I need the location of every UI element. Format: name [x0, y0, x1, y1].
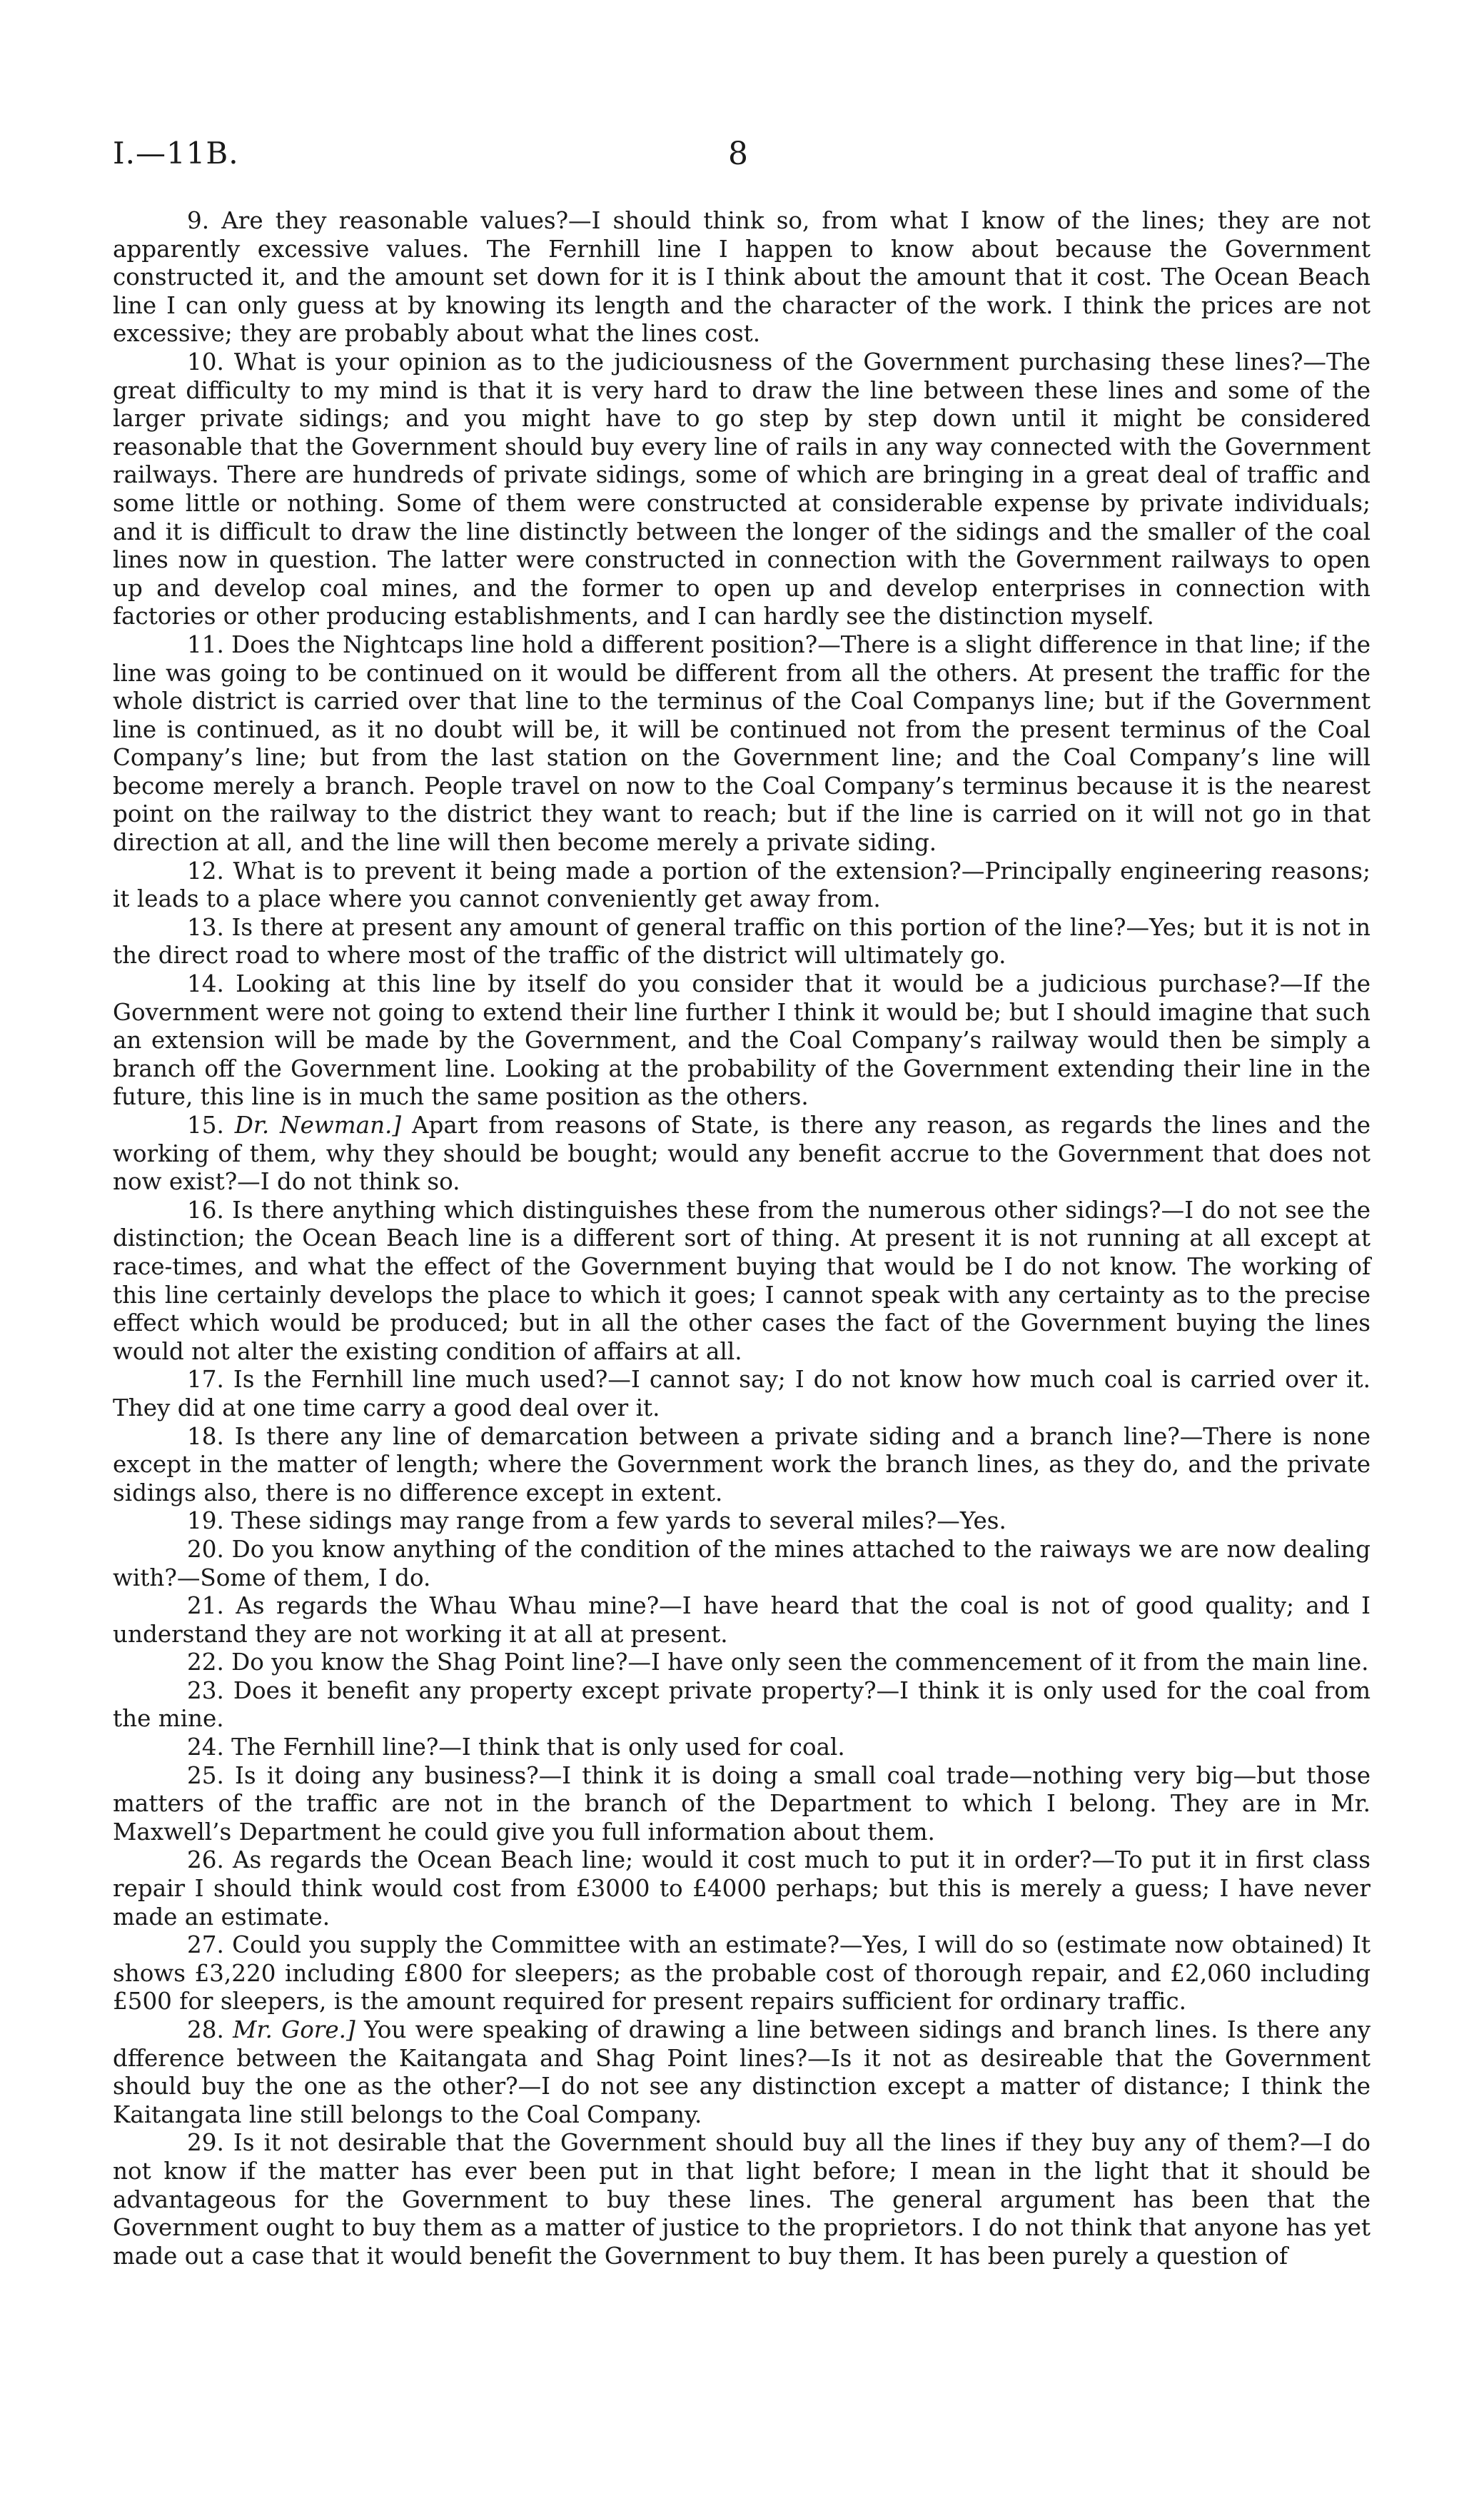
- paragraph: 15. Dr. Newman.] Apart from reasons of State, is there any reason, as regards the lines and the working of them, why they should be bought; would any benefit accrue to the Government that does not now exist?—I do not think so.: [113, 1112, 1371, 1196]
- page-header: [113, 136, 1371, 178]
- paragraph: 27. Could you supply the Committee with an estimate?—Yes, I will do so (estimate now obtained) It shows £3,220 including £800 for sleepers; as the probable cost of thorough repair, and £2,060 including £500 for sleepers, is the amount required for present repairs sufficient for ordinary traffic.: [113, 1931, 1371, 2016]
- paragraph: 21. As regards the Whau Whau mine?—I have heard that the coal is not of good quality; and I understand they are not working it at all at present.: [113, 1592, 1371, 1648]
- paragraph: 26. As regards the Ocean Beach line; would it cost much to put it in order?—To put it in first class repair I should think would cost from £3000 to £4000 perhaps; but this is merely a guess; I have never made an estimate.: [113, 1846, 1371, 1931]
- paragraph: 24. The Fernhill line?—I think that is only used for coal.: [187, 1733, 845, 1761]
- question-number: 15.: [187, 1112, 224, 1139]
- paragraph: 18. Is there any line of demarcation between a private siding and a branch line?—There is none except in the matter of length; where the Government work the branch lines, as they do, and the private sidings also, there is no difference except in extent.: [113, 1422, 1371, 1506]
- speaker-name: Dr. Newman.]: [234, 1112, 402, 1139]
- paragraph: 17. Is the Fernhill line much used?—I cannot say; I do not know how much coal is carried over it. They did at one time carry a good deal over it.: [113, 1366, 1371, 1421]
- paragraph: 10. What is your opinion as to the judiciousness of the Government purchasing these lines?—The great difficulty to my mind is that it is very hard to draw the line between these lines and some of the larger private sidings; and you might have to go step by step down until it might be considered reasonable that the Government should buy every line of rails in any way connected with the Government railways. There are hundreds of private sidings, some of which are bringing in a great deal of traffic and some little or nothing. Some of them were constructed at considerable expense by private individuals; and it is difficult to draw the line distinctly between the longer of the sidings and the smaller of the coal lines now in question. The latter were constructed in connection with the Government railways to open up and develop coal mines, and the former to open up and develop enterprises in connection with factories or other producing establishments, and I can hardly see the distinction myself.: [113, 348, 1371, 630]
- paragraph: 28. Mr. Gore.] You were speaking of drawing a line between sidings and branch lines. Is there any dfference between the Kaitangata and Shag Point lines?—Is it not as desireable that the Government should buy the one as the other?—I do not see any distinction except a matter of distance; I think the Kaitangata line still belongs to the Coal Company.: [113, 2016, 1371, 2128]
- paragraph: 16. Is there anything which distinguishes these from the numerous other sidings?—I do not see the distinction; the Ocean Beach line is a different sort of thing. At present it is not running at all except at race-times, and what the effect of the Government buying that would be I do not know. The working of this line certainly develops the place to which it goes; I cannot speak with any certainty as to the precise effect which would be produced; but in all the other cases the fact of the Government buying the lines would not alter the existing condition of affairs at all.: [113, 1196, 1371, 1365]
- paragraph: 14. Looking at this line by itself do you consider that it would be a judicious purchase?—If the Government were not going to extend their line further I think it would be; but I should imagine that such an extension will be made by the Government, and the Coal Company’s railway would then be simply a branch off the Government line. Looking at the probability of the Government extending their line in the future, this line is in much the same position as the others.: [113, 970, 1371, 1111]
- page-reference: I.—11B.: [113, 136, 239, 171]
- page-number: 8: [728, 136, 748, 172]
- speaker-name: Mr. Gore.]: [233, 2016, 355, 2043]
- paragraph: 25. Is it doing any business?—I think it is doing a small coal trade—nothing very big—but those matters of the traffic are not in the branch of the Department to which I belong. They are in Mr. Maxwell’s Department he could give you full information about them.: [113, 1761, 1371, 1846]
- paragraph: 13. Is there at present any amount of general traffic on this portion of the line?—Yes; but it is not in the direct road to where most of the traffic of the district will ultimately go.: [113, 913, 1371, 970]
- document-body: [113, 207, 1371, 2270]
- question-number: 28.: [187, 2016, 224, 2043]
- paragraph: 11. Does the Nightcaps line hold a different position?—There is a slight difference in that line; if the line was going to be continued on it would be different from all the others. At present the traffic for the whole district is carried over that line to the terminus of the Coal Companys line; but if the Government line is continued, as it no doubt will be, it will be continued not from the present terminus of the Coal Company’s line; but from the last station on the Government line; and the Coal Company’s line will become merely a branch. People travel on now to the Coal Company’s terminus because it is the nearest point on the railway to the district they want to reach; but if the line is carried on it will not go in that direction at all, and the line will then become merely a private siding.: [113, 630, 1371, 857]
- paragraph: 23. Does it benefit any property except private property?—I think it is only used for the coal from the mine.: [113, 1676, 1371, 1733]
- paragraph: 19. These sidings may range from a few yards to several miles?—Yes.: [187, 1507, 1006, 1535]
- paragraph: 29. Is it not desirable that the Government should buy all the lines if they buy any of them?—I do not know if the matter has ever been put in that light before; I mean in the light that it should be advantageous for the Government to buy these lines. The general argument has been that the Government ought to buy them as a matter of justice to the proprietors. I do not think that anyone has yet made out a case that it would benefit the Government to buy them. It has been purely a question of: [113, 2129, 1371, 2270]
- paragraph: 12. What is to prevent it being made a portion of the extension?—Principally engineering reasons; it leads to a place where you cannot conveniently get away from.: [113, 857, 1371, 913]
- paragraph: 9. Are they reasonable values?—I should think so, from what I know of the lines; they are not apparently excessive values. The Fernhill line I happen to know about because the Government constructed it, and the amount set down for it is I think about the amount that it cost. The Ocean Beach line I can only guess at by knowing its length and the character of the work. I think the prices are not excessive; they are probably about what the lines cost.: [113, 207, 1371, 348]
- paragraph: 20. Do you know anything of the condition of the mines attached to the raiways we are now dealing with?—Some of them, I do.: [113, 1535, 1371, 1591]
- paragraph: 22. Do you know the Shag Point line?—I have only seen the commencement of it from the main line.: [187, 1649, 1369, 1676]
